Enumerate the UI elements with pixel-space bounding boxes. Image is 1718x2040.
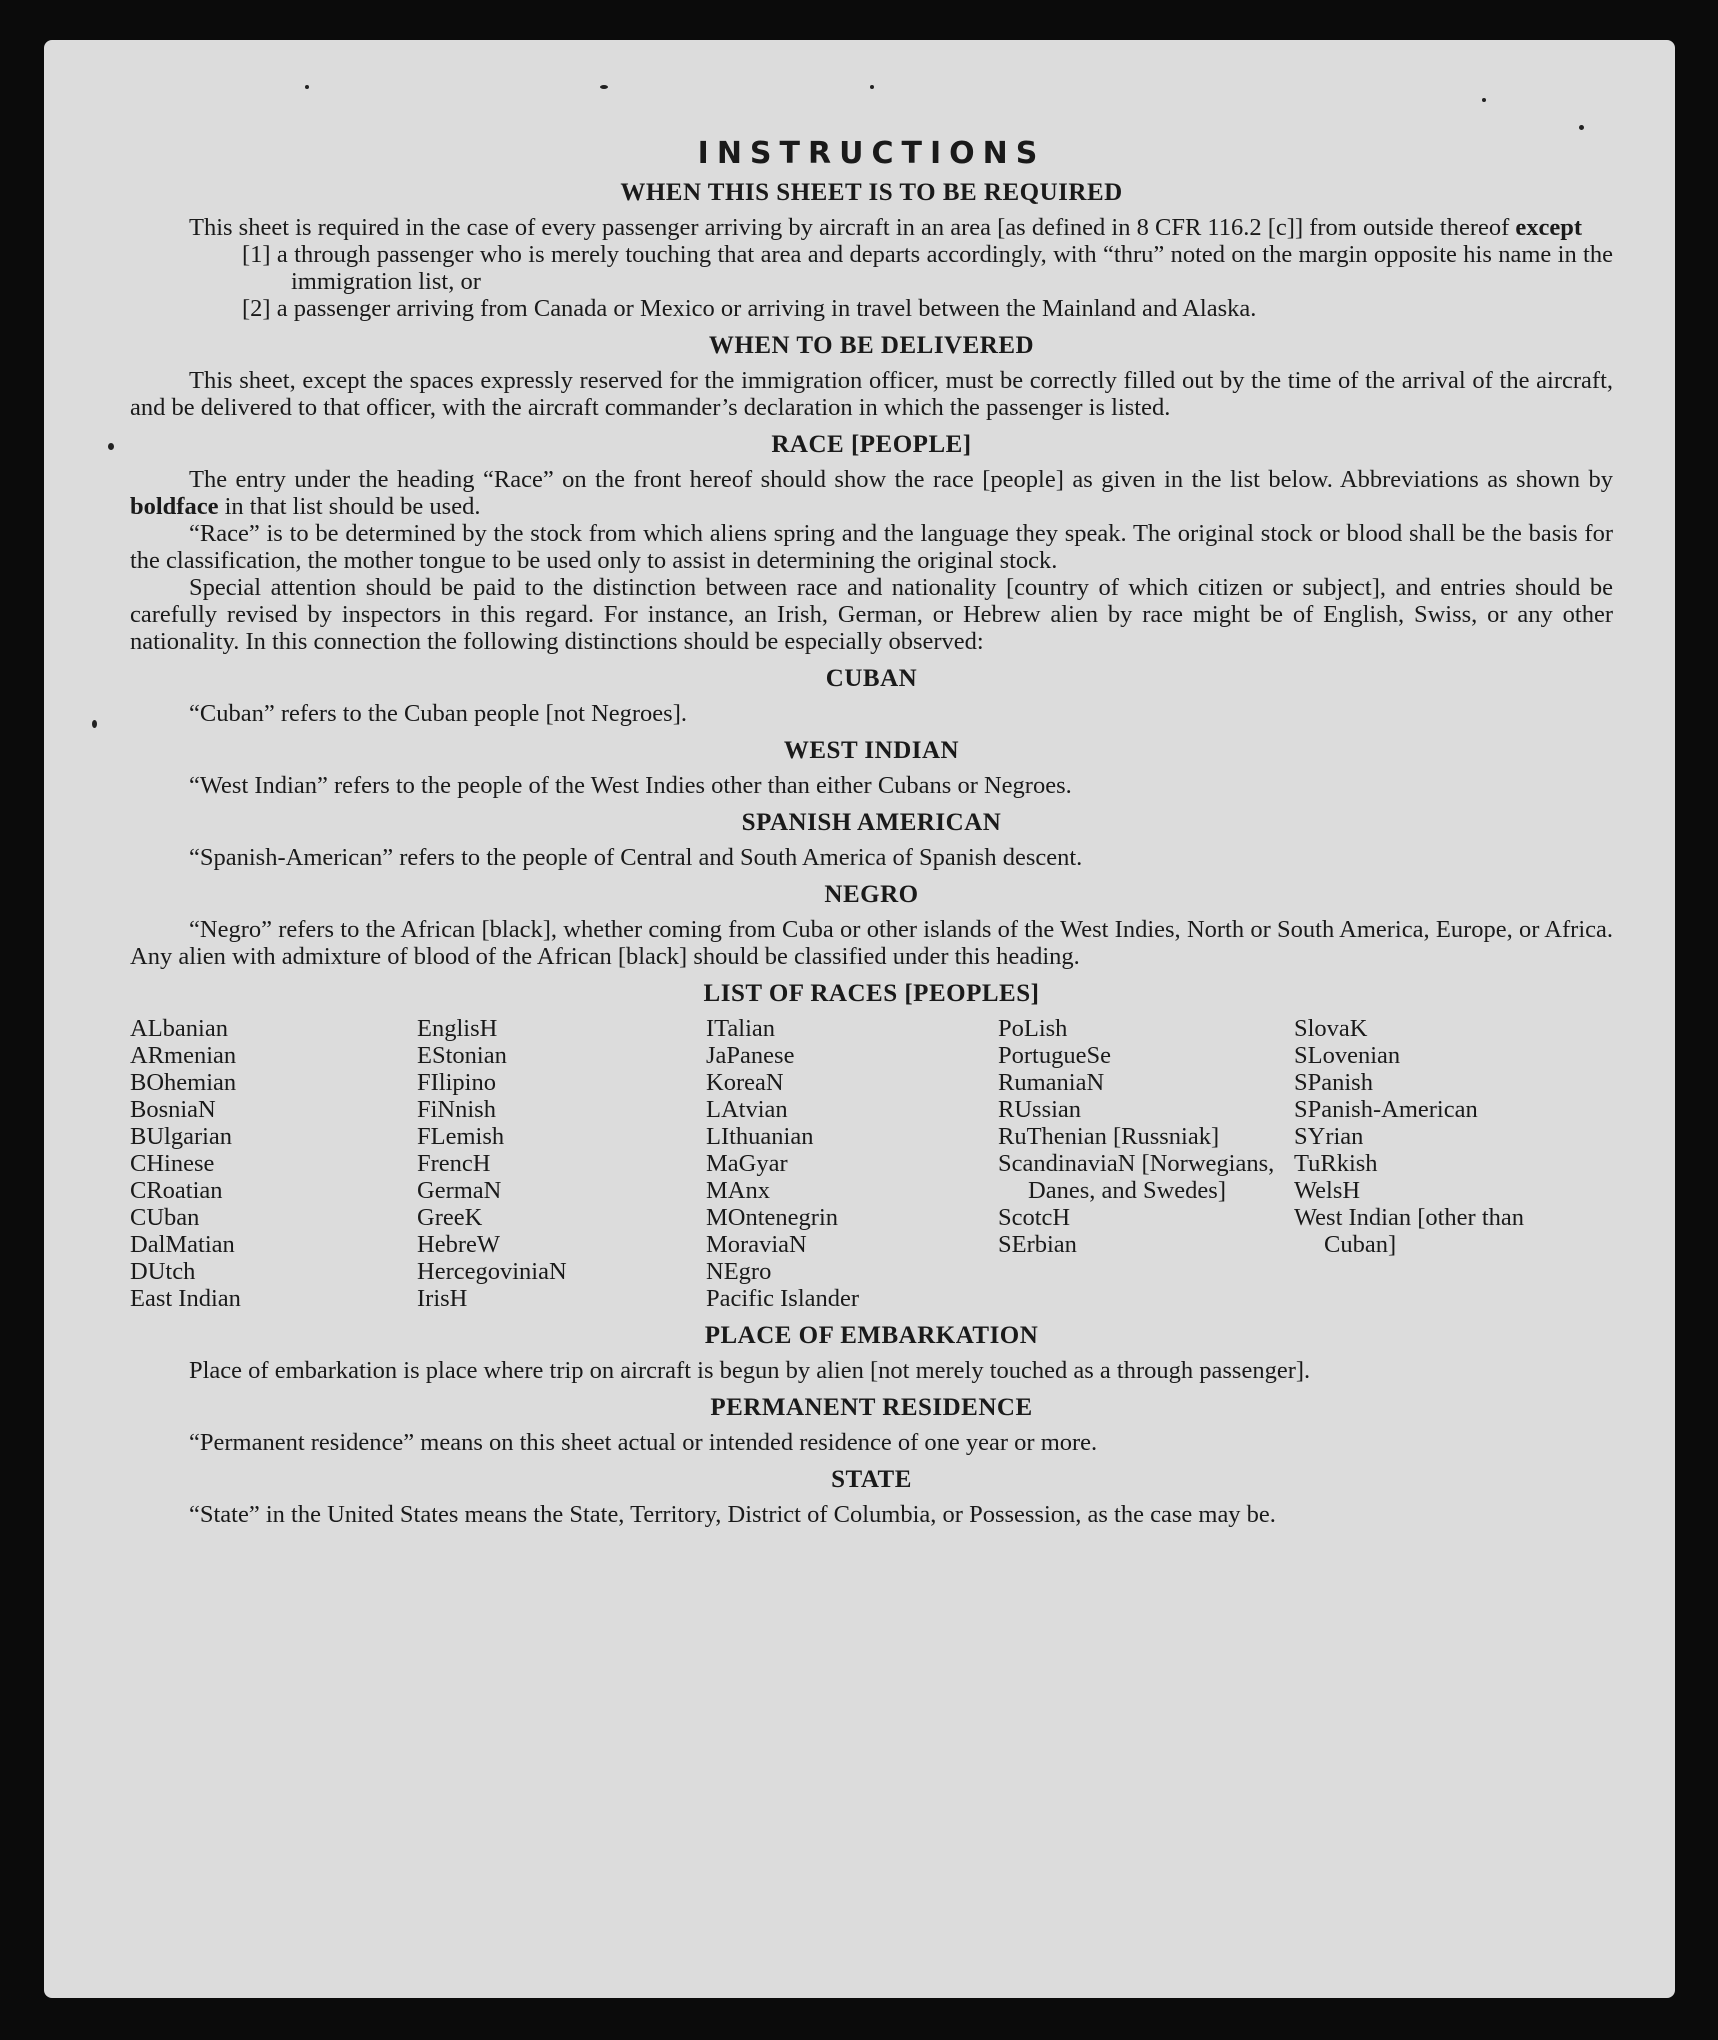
scan-speck <box>108 443 114 450</box>
race-item: SPanish <box>1294 1069 1373 1096</box>
race-item: DUtch <box>130 1258 196 1285</box>
race-item: MAnx <box>706 1177 770 1204</box>
race-item: WelsH <box>1294 1177 1361 1204</box>
race-column <box>130 1015 417 1312</box>
race-item: FrencH <box>417 1150 491 1177</box>
race-item: HercegoviniaN <box>417 1258 567 1285</box>
race-item: SYrian <box>1294 1123 1364 1150</box>
race-item: BUlgarian <box>130 1123 233 1150</box>
heading-race: RACE [PEOPLE] <box>771 431 972 458</box>
scan-speck <box>1482 98 1486 102</box>
heading-place-of-embarkation: PLACE OF EMBARKATION <box>704 1322 1039 1349</box>
document-sheet <box>44 40 1675 1998</box>
race-item: CHinese <box>130 1150 215 1177</box>
race-paragraph-1: The entry under the heading “Race” on the front hereof should show the race [people] as given in the list below. Abbreviations as shown by boldface in that list should be used. <box>130 466 1613 520</box>
race-paragraph-2: “Race” is to be determined by the stock from which aliens spring and the language they speak. The original stock or blood shall be the basis for the classification, the mother tongue to be used only to assist in determining the original stock. <box>130 520 1613 574</box>
race-item: RuThenian [Russniak] <box>998 1123 1220 1150</box>
heading-permanent-residence: PERMANENT RESIDENCE <box>710 1394 1033 1421</box>
when-delivered-text: This sheet, except the spaces expressly reserved for the immigration officer, must be correctly filled out by the time of the arrival of the aircraft, and be delivered to that officer, with the aircraft commander’s declaration in which the passenger is listed. <box>130 367 1613 421</box>
race-item: RumaniaN <box>998 1069 1105 1096</box>
residence-definition: “Permanent residence” means on this sheet actual or intended residence of one year or more. <box>189 1429 1098 1456</box>
heading-spanish-american: SPANISH AMERICAN <box>741 809 1002 836</box>
race-item: ScandinaviaN [Norwegians, Danes, and Swedes] <box>998 1150 1275 1204</box>
race-item: BOhemian <box>130 1069 237 1096</box>
race-item: CUban <box>130 1204 200 1231</box>
race-item: ITalian <box>706 1015 776 1042</box>
heading-when-delivered: WHEN TO BE DELIVERED <box>708 332 1035 359</box>
race-item: SlovaK <box>1294 1015 1368 1042</box>
race-item: EnglisH <box>417 1015 498 1042</box>
race-item: KoreaN <box>706 1069 784 1096</box>
race-item: ARmenian <box>130 1042 237 1069</box>
race-item: GreeK <box>417 1204 483 1231</box>
race-item: SPanish-American <box>1294 1096 1478 1123</box>
heading-list-of-races: LIST OF RACES [PEOPLES] <box>703 980 1040 1007</box>
list-of-races <box>130 1015 1613 1312</box>
race-item: ScotcH <box>998 1204 1071 1231</box>
when-required-item-1: [1] a through passenger who is merely touching that area and departs accordingly, with “thru” noted on the margin opposite his name in the immigration list, or <box>242 241 1613 295</box>
heading-state: STATE <box>831 1466 912 1493</box>
scan-speck <box>1579 125 1584 130</box>
when-required-intro: This sheet is required in the case of every passenger arriving by aircraft in an area [as defined in 8 CFR 116.2 [c]] from outside thereof except <box>189 214 1583 241</box>
race-item: MaGyar <box>706 1150 788 1177</box>
race-item: LAtvian <box>706 1096 788 1123</box>
scan-speck <box>92 720 97 728</box>
scan-speck <box>600 85 608 89</box>
heading-negro: NEGRO <box>824 881 919 908</box>
race-item: FIlipino <box>417 1069 496 1096</box>
race-item: DalMatian <box>130 1231 235 1258</box>
race-item: MoraviaN <box>706 1231 807 1258</box>
spanish-american-definition: “Spanish-American” refers to the people of Central and South America of Spanish descent. <box>189 844 1083 871</box>
race-item: GermaN <box>417 1177 502 1204</box>
scan-speck <box>305 85 309 89</box>
race-item: LIthuanian <box>706 1123 814 1150</box>
race-column <box>706 1015 998 1312</box>
race-column <box>417 1015 706 1312</box>
page-title: INSTRUCTIONS <box>697 136 1046 171</box>
negro-definition: “Negro” refers to the African [black], whether coming from Cuba or other islands of the West Indies, North or South America, Europe, or Africa. Any alien with admixture of blood of the African [black] should be classified under this heading. <box>130 916 1613 970</box>
scan-speck <box>870 85 874 89</box>
race-item: RUssian <box>998 1096 1082 1123</box>
race-item: NEgro <box>706 1258 772 1285</box>
race-item: Pacific Islander <box>706 1285 860 1312</box>
race-item: West Indian [other than Cuban] <box>1294 1204 1525 1258</box>
race-item: PoLish <box>998 1015 1068 1042</box>
race-item: PortugueSe <box>998 1042 1111 1069</box>
race-item: JaPanese <box>706 1042 795 1069</box>
race-paragraph-3: Special attention should be paid to the distinction between race and nationality [country of which citizen or subject], and entries should be carefully revised by inspectors in this regard. For instance, an Irish, German, or Hebrew alien by race might be of English, Swiss, or any other nationality. In this connection the following distinctions should be especially observed: <box>130 574 1613 655</box>
instructions-content <box>130 136 1613 1528</box>
race-item: HebreW <box>417 1231 500 1258</box>
when-required-item-2: [2] a passenger arriving from Canada or Mexico or arriving in travel between the Mainland and Alaska. <box>242 295 1257 322</box>
race-column <box>1294 1015 1594 1312</box>
race-item: SLovenian <box>1294 1042 1401 1069</box>
race-item: FLemish <box>417 1123 505 1150</box>
heading-cuban: CUBAN <box>825 665 918 692</box>
race-item: TuRkish <box>1294 1150 1378 1177</box>
heading-when-required: WHEN THIS SHEET IS TO BE REQUIRED <box>620 179 1123 206</box>
cuban-definition: “Cuban” refers to the Cuban people [not Negroes]. <box>189 700 687 727</box>
west-indian-definition: “West Indian” refers to the people of the West Indies other than either Cubans or Negroes. <box>189 772 1072 799</box>
race-item: CRoatian <box>130 1177 223 1204</box>
embarkation-definition: Place of embarkation is place where trip on aircraft is begun by alien [not merely touched as a through passenger]. <box>189 1357 1311 1384</box>
race-item: East Indian <box>130 1285 241 1312</box>
race-item: FiNnish <box>417 1096 496 1123</box>
race-item: BosniaN <box>130 1096 216 1123</box>
state-definition: “State” in the United States means the State, Territory, District of Columbia, or Possession, as the case may be. <box>189 1501 1276 1528</box>
race-item: IrisH <box>417 1285 468 1312</box>
race-item: MOntenegrin <box>706 1204 838 1231</box>
race-item: ALbanian <box>130 1015 228 1042</box>
race-item: SErbian <box>998 1231 1077 1258</box>
heading-west-indian: WEST INDIAN <box>783 737 960 764</box>
race-item: EStonian <box>417 1042 507 1069</box>
race-column <box>998 1015 1294 1312</box>
